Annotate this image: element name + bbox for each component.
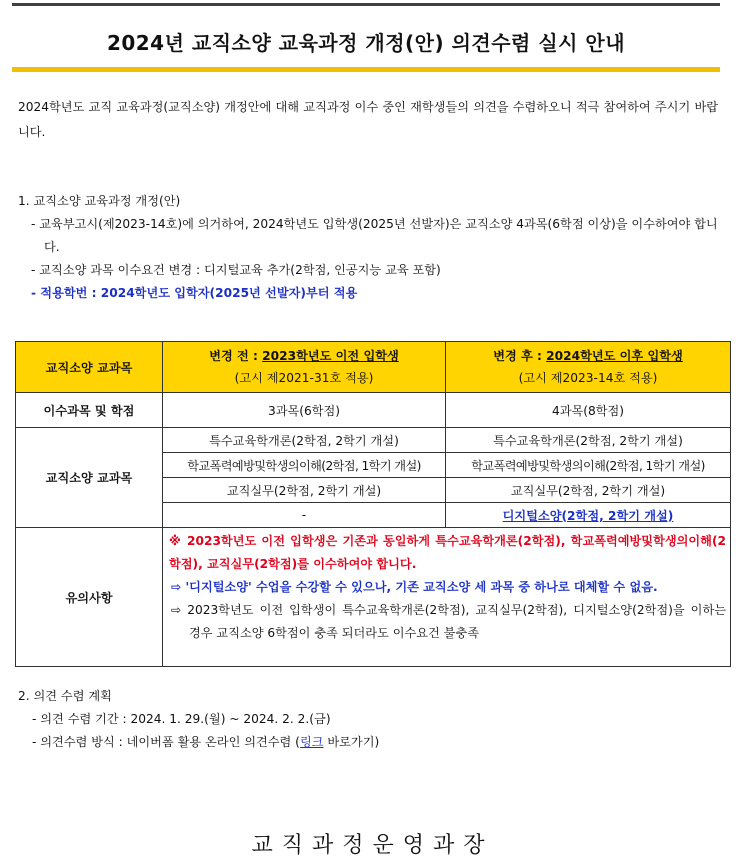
course-before-1: 특수교육학개론(2학점, 2학기 개설) bbox=[163, 428, 446, 453]
table-row-course bbox=[16, 428, 731, 453]
plan-method-suffix: 바로가기) bbox=[323, 735, 380, 749]
header-after bbox=[446, 342, 731, 393]
section-revision-heading: 1. 교직소양 교육과정 개정(안) bbox=[18, 194, 181, 208]
header-after-prefix: 변경 후 : bbox=[493, 349, 547, 363]
survey-link[interactable]: 링크 bbox=[299, 735, 324, 749]
courses-label: 교직소양 교과목 bbox=[16, 428, 163, 528]
section-revision bbox=[18, 190, 723, 305]
header-before bbox=[163, 342, 446, 393]
notes-cell bbox=[163, 528, 731, 667]
note-digital: ⇨ '디지털소양' 수업을 수강할 수 있으나, 기존 교직소양 세 과목 중 하나로 대체할 수 없음. bbox=[171, 580, 658, 594]
signature-dept: 교직과정운영과장 bbox=[251, 833, 494, 858]
section-plan-heading: 2. 의견 수렴 계획 bbox=[18, 689, 112, 703]
section-plan bbox=[18, 685, 723, 754]
header-subject: 교직소양 교과목 bbox=[16, 342, 163, 393]
course-after-4: 디지털소양(2학점, 2학기 개설) bbox=[446, 503, 731, 528]
course-before-2: 학교폭력예방및학생의이해(2학점, 1학기 개설) bbox=[163, 453, 446, 478]
credits-label: 이수과목 및 학점 bbox=[16, 393, 163, 428]
page-title: 2024년 교직소양 교육과정 개정(안) 의견수렴 실시 안내 bbox=[106, 31, 626, 55]
revision-item-basis: - 교육부고시(제2023-14호)에 의거하여, 2024학년도 입학생(2025년 선발자)은 교직소양 4과목(6학점 이상)을 이수하여야 합니다. bbox=[31, 217, 718, 254]
comparison-table bbox=[15, 341, 731, 667]
header-before-sub: (고시 제2021-31호 적용) bbox=[234, 371, 374, 385]
course-after-2: 학교폭력예방및학생의이해(2학점, 1학기 개설) bbox=[446, 453, 731, 478]
plan-period: - 의견 수렴 기간 : 2024. 1. 29.(월) ~ 2024. 2. 2.(금) bbox=[32, 712, 331, 726]
credits-before: 3과목(6학점) bbox=[163, 393, 446, 428]
course-before-3: 교직실무(2학점, 2학기 개설) bbox=[163, 478, 446, 503]
header-before-main: 2023학년도 이전 입학생 bbox=[262, 349, 399, 363]
title-underline bbox=[12, 67, 720, 72]
course-after-1: 특수교육학개론(2학점, 2학기 개설) bbox=[446, 428, 731, 453]
credits-after: 4과목(8학점) bbox=[446, 393, 731, 428]
revision-item-applies: - 적용학번 : 2024학년도 입학자(2025년 선발자)부터 적용 bbox=[31, 286, 358, 300]
course-before-4: - bbox=[163, 503, 446, 528]
plan-method-prefix: - 의견수렴 방식 : 네이버폼 활용 온라인 의견수렴 ( bbox=[32, 735, 300, 749]
header-after-main: 2024학년도 이후 입학생 bbox=[546, 349, 683, 363]
header-after-sub: (고시 제2023-14호 적용) bbox=[518, 371, 658, 385]
intro-paragraph: 2024학년도 교직 교육과정(교직소양) 개정안에 대해 교직과정 이수 중인 재학생들의 의견을 수렴하오니 적극 참여하여 주시기 바랍니다. bbox=[18, 100, 718, 139]
top-divider bbox=[12, 3, 720, 6]
note-requirement: ⇨ 2023학년도 이전 입학생이 특수교육학개론(2학점), 교직실무(2학점), 디지털소양(2학점)을 이하는 경우 교직소양 6학점이 충족 되더라도 이수요건 불충족 bbox=[171, 603, 726, 640]
revision-item-change: - 교직소양 과목 이수요건 변경 : 디지털교육 추가(2학점, 인공지능 교육 포함) bbox=[31, 263, 441, 277]
table-header-row bbox=[16, 342, 731, 393]
header-before-prefix: 변경 전 : bbox=[209, 349, 263, 363]
notes-label: 유의사항 bbox=[16, 528, 163, 667]
note-warning: ※ 2023학년도 이전 입학생은 기존과 동일하게 특수교육학개론(2학점), 학교폭력예방및학생의이해(2학점), 교직실무(2학점)를 이수하여야 합니다. bbox=[169, 534, 726, 571]
course-after-3: 교직실무(2학점, 2학기 개설) bbox=[446, 478, 731, 503]
plan-method bbox=[18, 731, 723, 754]
table-row-credits bbox=[16, 393, 731, 428]
table-row-notes bbox=[16, 528, 731, 667]
